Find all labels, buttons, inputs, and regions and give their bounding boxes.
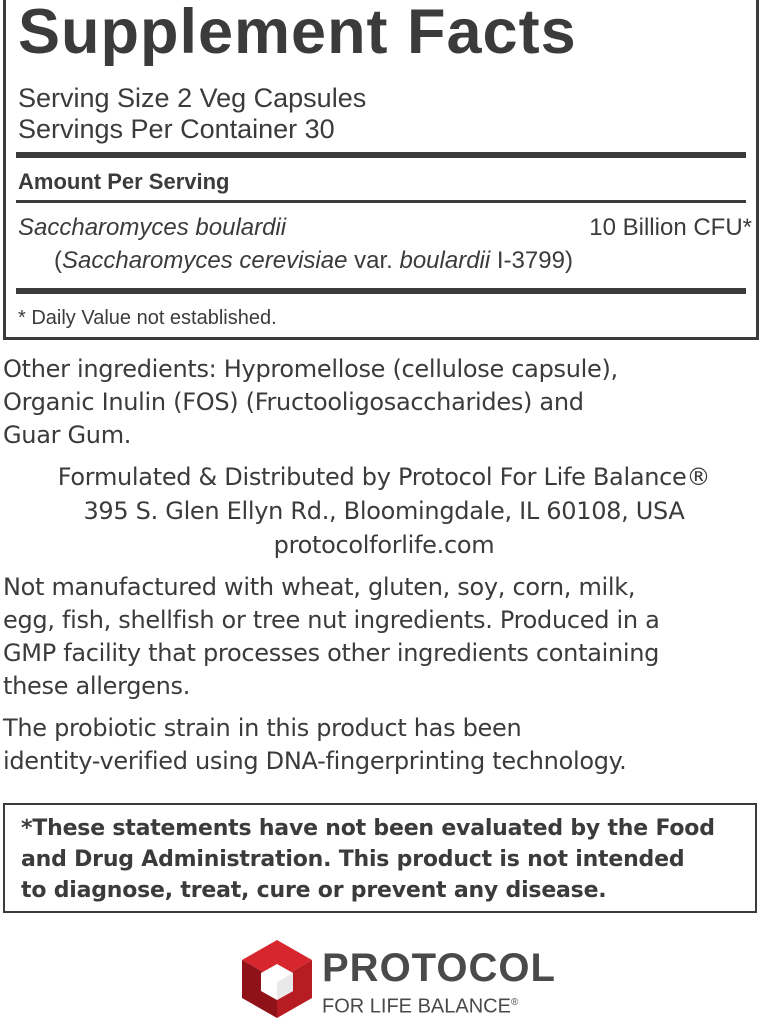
disclaimer-line: and Drug Administration. This product is not intended — [21, 847, 685, 872]
other-ingredients-line: Other ingredients: Hypromellose (cellulose capsule), — [3, 355, 618, 383]
strain-var: var. — [347, 247, 400, 274]
logo-tagline — [322, 992, 518, 1018]
probiotic-line: identity-verified using DNA-fingerprinting technology. — [3, 747, 627, 775]
distributor-address: 395 S. Glen Ellyn Rd., Bloomingdale, IL 60108, USA — [83, 497, 685, 525]
allergen-statement — [3, 571, 660, 703]
protocol-logo — [238, 938, 556, 1020]
probiotic-statement — [3, 712, 626, 778]
serving-size: Serving Size 2 Veg Capsules — [18, 83, 367, 113]
other-ingredients-line: Organic Inulin (FOS) (Fructooligosaccharides) and — [3, 388, 584, 416]
allergen-line: GMP facility that processes other ingredients containing — [3, 639, 660, 667]
logo-tagline-text: FOR LIFE BALANCE — [322, 995, 511, 1018]
other-ingredients — [3, 353, 618, 452]
hexagon-logo-icon — [238, 938, 316, 1020]
ingredient-strain — [54, 246, 573, 276]
facts-title: Supplement Facts — [18, 0, 577, 67]
divider — [16, 200, 746, 203]
allergen-line: egg, fish, shellfish or tree nut ingredients. Produced in a — [3, 606, 660, 634]
ingredient-name: Saccharomyces boulardii — [18, 214, 287, 241]
strain-id: I-3799) — [490, 247, 573, 274]
thick-divider-bottom — [16, 288, 746, 294]
strain-variety: boulardii — [399, 247, 491, 274]
strain-open: ( — [54, 247, 62, 274]
allergen-line: these allergens. — [3, 672, 191, 700]
distributor-website: protocolforlife.com — [273, 531, 495, 559]
distributor-line: Formulated & Distributed by Protocol For Life Balance® — [57, 463, 711, 491]
fda-disclaimer — [21, 813, 715, 906]
thick-divider — [16, 152, 746, 158]
registered-mark: ® — [510, 997, 519, 1008]
ingredient-amount: 10 Billion CFU* — [589, 214, 752, 241]
other-ingredients-line: Guar Gum. — [3, 421, 132, 449]
probiotic-line: The probiotic strain in this product has been — [3, 714, 522, 742]
servings-per-container: Servings Per Container 30 — [18, 114, 335, 144]
amount-per-serving-header: Amount Per Serving — [18, 169, 230, 194]
supplement-facts-panel — [3, 0, 759, 340]
disclaimer-line: *These statements have not been evaluated by the Food — [21, 816, 715, 841]
logo-wordmark: PROTOCOL — [322, 946, 556, 990]
disclaimer-line: to diagnose, treat, cure or prevent any disease. — [21, 878, 607, 903]
strain-species: Saccharomyces cerevisiae — [62, 247, 348, 274]
fda-disclaimer-box — [3, 803, 757, 913]
daily-value-note: * Daily Value not established. — [18, 307, 277, 329]
allergen-line: Not manufactured with wheat, gluten, soy, corn, milk, — [3, 573, 636, 601]
